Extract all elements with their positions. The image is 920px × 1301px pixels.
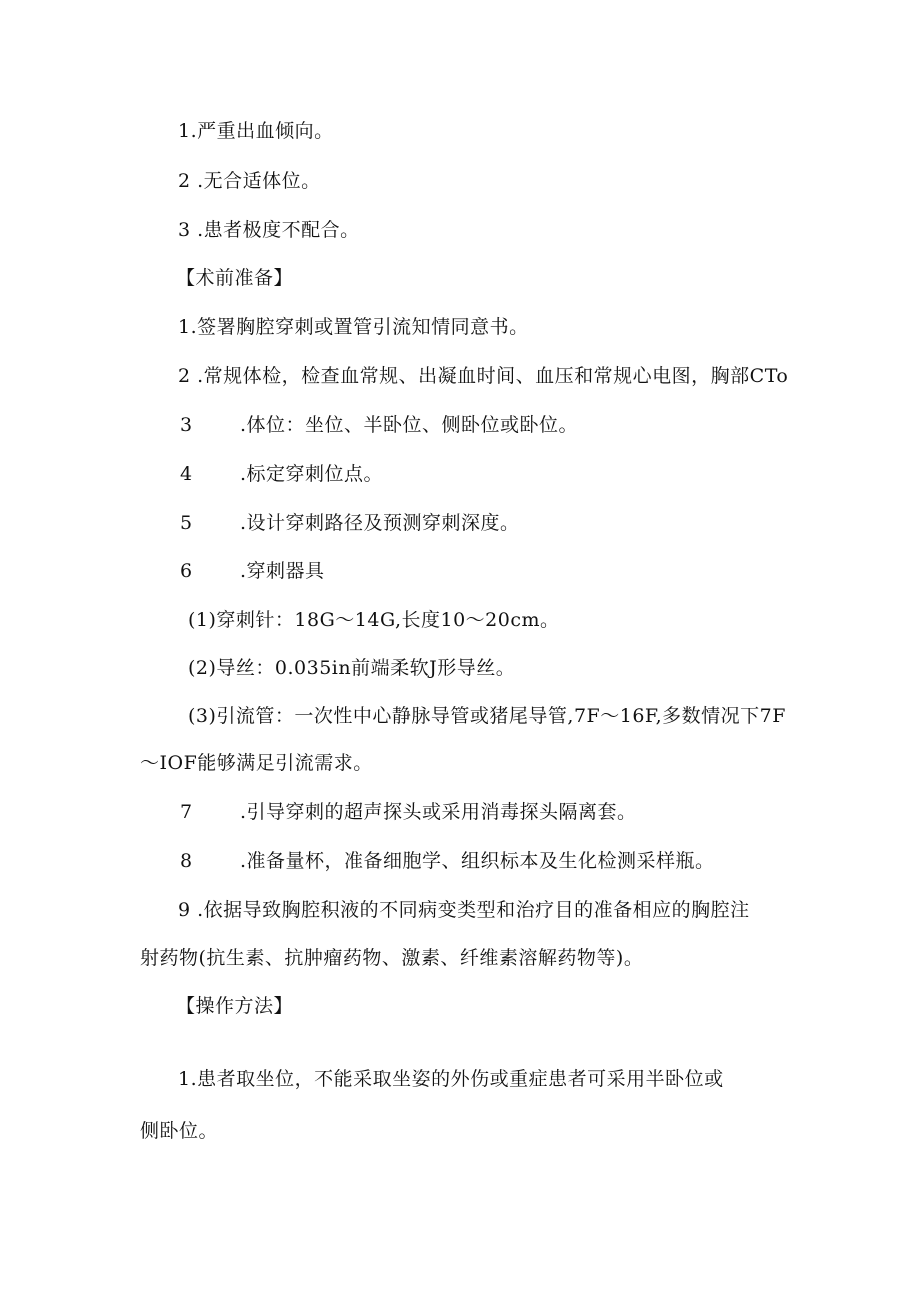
preop-item-3-text: .体位：坐位、半卧位、侧卧位或卧位。	[240, 414, 579, 436]
preop-item-9-line-2: 射药物(抗生素、抗肿瘤药物、激素、纤维素溶解药物等)。	[140, 947, 644, 969]
preop-item-8-text: .准备量杯，准备细胞学、组织标本及生化检测采样瓶。	[240, 850, 715, 872]
preop-item-4-text: .标定穿刺位点。	[240, 463, 384, 485]
preop-heading: 【术前准备】	[176, 267, 294, 289]
preop-item-6	[180, 558, 325, 584]
preop-tool-3-line-1: (3)引流管：一次性中心静脉导管或猪尾导管,7F〜16F,多数情况下7F	[188, 705, 786, 727]
contraindication-3: 3 .患者极度不配合。	[178, 219, 360, 241]
preop-item-7-number: 7	[180, 801, 193, 823]
preop-item-9-line-1: 9 .依据导致胸腔积液的不同病变类型和治疗目的准备相应的胸腔注	[178, 899, 750, 921]
method-heading: 【操作方法】	[176, 995, 294, 1017]
preop-item-6-text: .穿刺器具	[240, 560, 325, 582]
preop-item-1: 1.签署胸腔穿刺或置管引流知情同意书。	[178, 316, 529, 338]
preop-item-4-number: 4	[180, 463, 193, 485]
preop-item-4	[180, 461, 383, 487]
preop-item-5-text: .设计穿刺路径及预测穿刺深度。	[240, 512, 520, 534]
preop-item-5-number: 5	[180, 512, 193, 534]
contraindication-1: 1.严重出血倾向。	[178, 120, 334, 142]
preop-item-7-text: .引导穿刺的超声探头或采用消毒探头隔离套。	[240, 801, 637, 823]
contraindication-2: 2 .无合适体位。	[178, 170, 321, 192]
preop-item-6-number: 6	[180, 560, 193, 582]
method-item-1-line-2: 侧卧位。	[140, 1120, 219, 1142]
preop-tool-1: (1)穿刺针：18G〜14G,长度10〜20cm。	[188, 609, 560, 631]
preop-tool-2: (2)导丝：0.035in前端柔软J形导丝。	[188, 657, 516, 679]
preop-item-8-number: 8	[180, 850, 193, 872]
method-item-1-line-1: 1.患者取坐位，不能采取坐姿的外伤或重症患者可采用半卧位或	[178, 1068, 724, 1090]
preop-item-3	[180, 412, 578, 438]
preop-item-5	[180, 510, 520, 536]
preop-item-7	[180, 799, 637, 825]
preop-item-2: 2 .常规体检，检查血常规、出凝血时间、血压和常规心电图，胸部CTo	[178, 365, 789, 387]
preop-item-8	[180, 848, 715, 874]
preop-item-3-number: 3	[180, 414, 193, 436]
preop-tool-3-line-2: 〜IOF能够满足引流需求。	[140, 752, 373, 774]
